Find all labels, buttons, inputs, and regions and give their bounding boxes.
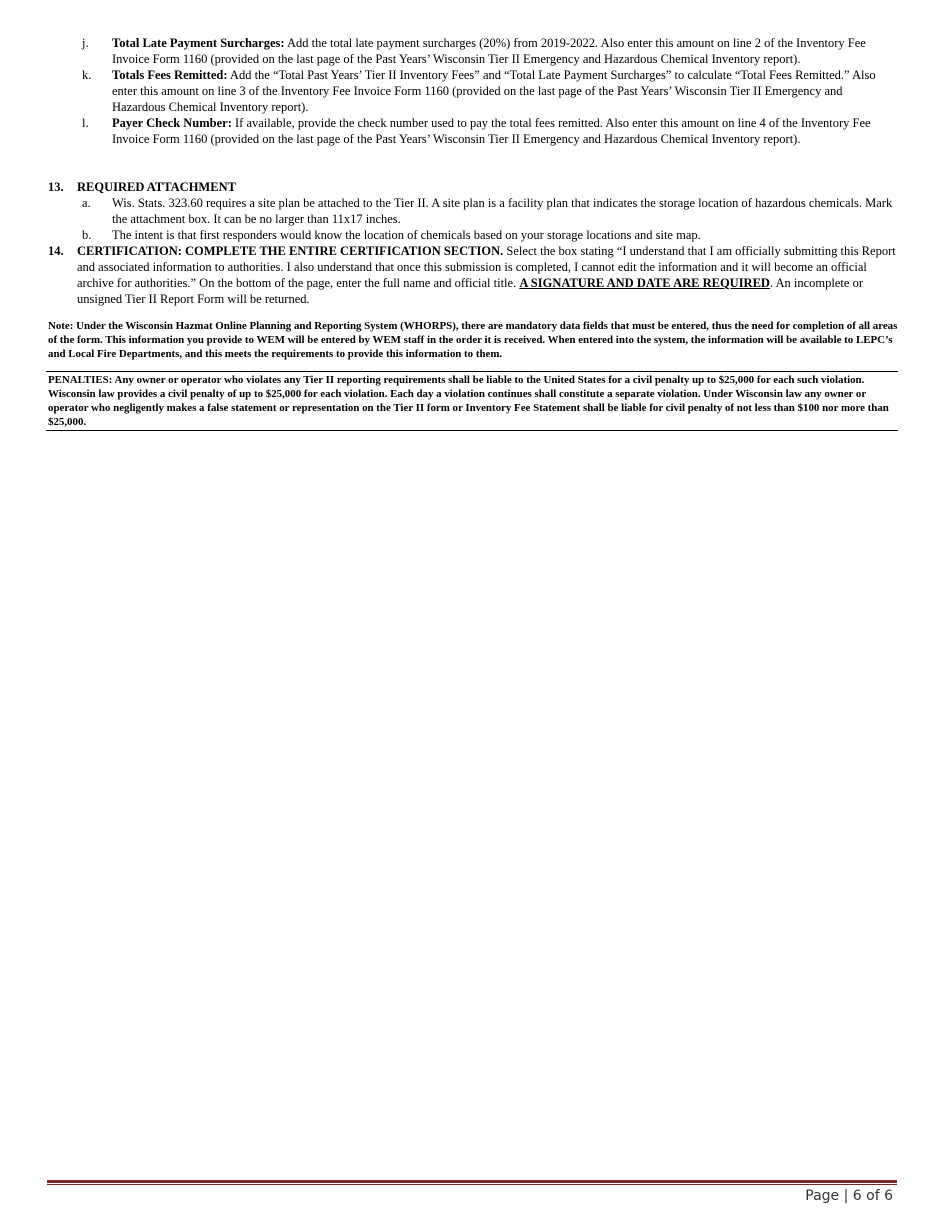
instruction-l-text: If available, provide the check number used to pay the total fees remitted. Also enter this amount on line 4 of the Inventory Fee Invoice Form 1160 (provided on the last page of the Past Years’ Wisconsin Tier II Emergency and Hazardous Chemical Inventory report).	[112, 116, 871, 146]
instruction-j-text: Add the total late payment surcharges (20%) from 2019-2022. Also enter this amount on line 2 of the Inventory Fee Invoice Form 1160 (provided on the last page of the Past Years’ Wisconsin Tier II Emergency and Hazardous Chemical Inventory report).	[112, 36, 866, 66]
section-number: 14.	[48, 244, 64, 258]
section-13-item-b	[48, 227, 898, 243]
signature-required-notice: A SIGNATURE AND DATE ARE REQUIRED	[519, 276, 770, 290]
list-marker: j.	[82, 36, 89, 50]
whorps-note: Note: Under the Wisconsin Hazmat Online Planning and Reporting System (WHORPS), there are mandatory data fields that must be entered, thus the need for completion of all areas of the form. This information you provide to WEM will be entered by WEM staff in the order it is received. When entered into the system, the information will be available to LEPC’s and Local Fire Departments, and this meets the requirements to provide this information to them.	[48, 320, 898, 360]
instruction-k-title: Totals Fees Remitted:	[112, 68, 228, 82]
section-14	[48, 243, 898, 307]
list-marker: a.	[82, 196, 91, 210]
section-13-item-a	[48, 195, 898, 227]
section-13-title: REQUIRED ATTACHMENT	[77, 180, 236, 194]
instruction-k	[48, 67, 898, 115]
section-number: 13.	[48, 180, 64, 194]
section-14-text: Select the box stating “I understand that I am officially submitting this Report and associated information to authorities. I also understand that once this submission is completed, I cannot edit the information and it will become an official archive for authorities.” On the bottom of the page, enter the full name and official title.	[77, 244, 896, 290]
penalties-box: PENALTIES: Any owner or operator who violates any Tier II reporting requirements shall be liable to the United States for a civil penalty up to $25,000 for each such violation. Wisconsin law provides a civil penalty of up to $25,000 for each violation. Each day a violation continues shall constitute a separate violation. Under Wisconsin law any owner or operator who negligently makes a false statement or representation on the Tier II form or Inventory Fee Statement shall be liable for civil penalty of not less than $100 nor more than $25,000.	[46, 371, 898, 431]
instruction-j-title: Total Late Payment Surcharges:	[112, 36, 285, 50]
instruction-j	[48, 35, 898, 67]
section-14-tail: . An incomplete or unsigned Tier II Report Form will be returned.	[77, 276, 863, 306]
instruction-l-title: Payer Check Number:	[112, 116, 232, 130]
footer-rule	[47, 1180, 897, 1185]
section-13-item-a-text: Wis. Stats. 323.60 requires a site plan be attached to the Tier II. A site plan is a facility plan that indicates the storage location of hazardous chemicals. Mark the attachment box. It can be no larger than 11x17 inches.	[112, 196, 893, 226]
section-13-item-b-text: The intent is that first responders would know the location of chemicals based on your storage locations and site map.	[112, 228, 701, 242]
list-marker: l.	[82, 116, 89, 130]
section-14-title: CERTIFICATION: COMPLETE THE ENTIRE CERTIFICATION SECTION.	[77, 244, 504, 258]
page-number: Page | 6 of 6	[805, 1188, 893, 1204]
instruction-l	[48, 115, 898, 147]
section-13-heading	[48, 179, 898, 195]
document-page	[48, 35, 898, 431]
list-marker: k.	[82, 68, 92, 82]
list-marker: b.	[82, 228, 92, 242]
instruction-k-text: Add the “Total Past Years’ Tier II Inventory Fees” and “Total Late Payment Surcharges” to calculate “Total Fees Remitted.” Also enter this amount on line 3 of the Inventory Fee Invoice Form 1160 (provided on the last page of the Past Years’ Wisconsin Tier II Emergency and Hazardous Chemical Inventory report).	[112, 68, 876, 114]
